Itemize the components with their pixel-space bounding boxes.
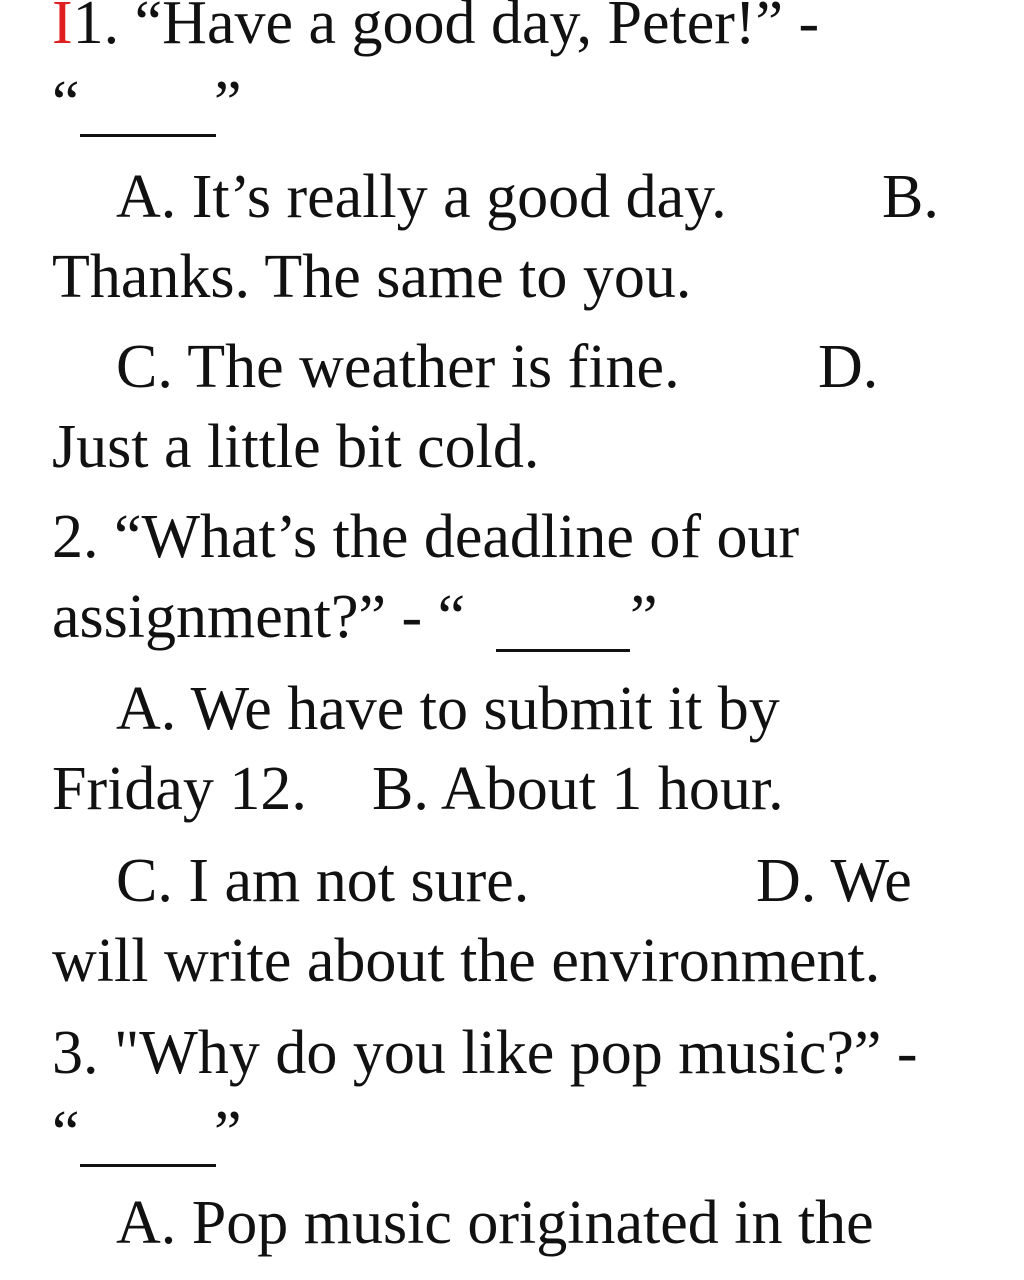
- question-1-option-b-label[interactable]: B.: [882, 163, 939, 231]
- question-2-option-a-continued: Friday 12.: [52, 755, 307, 823]
- text-cursor: I: [52, 0, 73, 57]
- question-1-stem: [52, 0, 820, 57]
- question-1-option-b-text: Thanks. The same to you.: [52, 243, 692, 311]
- question-2-option-b[interactable]: B. About 1 hour.: [372, 755, 784, 823]
- question-1-option-c[interactable]: C. The weather is fine.: [116, 333, 680, 401]
- question-1-option-a[interactable]: A. It’s really a good day.: [116, 163, 727, 231]
- question-1-answer-blank[interactable]: [80, 134, 216, 137]
- question-1-stem-text: 1. “Have a good day, Peter!” -: [72, 0, 820, 57]
- question-2-stem-line-2: assignment?” - “: [52, 583, 466, 651]
- question-2-answer-quote-close: ”: [630, 583, 658, 651]
- question-2-option-c[interactable]: C. I am not sure.: [116, 847, 530, 915]
- question-3-option-a[interactable]: A. Pop music originated in the: [116, 1189, 874, 1257]
- question-3-answer-quote-open: “: [52, 1099, 80, 1167]
- question-1-answer-quote-open: “: [52, 69, 80, 137]
- question-3-answer-quote-close: ”: [214, 1099, 242, 1167]
- question-1-option-d-text: Just a little bit cold.: [52, 413, 540, 481]
- question-2-stem-line-1: 2. “What’s the deadline of our: [52, 503, 800, 571]
- question-2-option-d-text: will write about the environment.: [52, 927, 881, 995]
- question-1-option-d-label[interactable]: D.: [818, 333, 879, 401]
- question-2-answer-blank[interactable]: [496, 649, 630, 652]
- question-3-answer-blank[interactable]: [80, 1164, 216, 1167]
- question-2-option-d-label[interactable]: D. We: [756, 847, 912, 915]
- question-2-option-a[interactable]: A. We have to submit it by: [116, 675, 780, 743]
- question-1-answer-quote-close: ”: [214, 69, 242, 137]
- question-3-stem: 3. "Why do you like pop music?” -: [52, 1019, 918, 1087]
